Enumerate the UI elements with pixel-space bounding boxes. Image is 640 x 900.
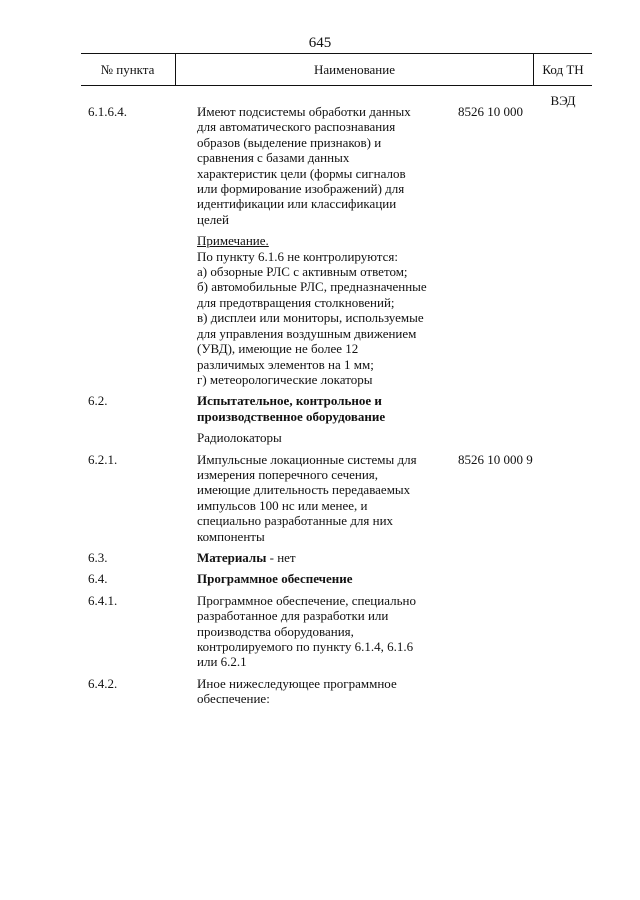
row-text-line: Импульсные локационные системы для <box>197 451 417 467</box>
row-number: 6.4.1. <box>88 592 118 608</box>
note-line: (УВД), имеющие не более 12 <box>197 341 359 357</box>
section-heading: Материалы <box>197 549 267 565</box>
table-row <box>0 393 640 445</box>
row-name <box>197 571 453 586</box>
row-name <box>197 393 453 445</box>
row-text-line: характеристик цели (формы сигналов <box>197 165 406 181</box>
note-line: для управления воздушным движением <box>197 325 417 341</box>
row-number: 6.1.6.4. <box>88 104 127 119</box>
row-text-line: специально разработанные для них <box>197 513 394 529</box>
subsection-label: Радиолокаторы <box>197 430 282 446</box>
row-text-line: компоненты <box>197 528 265 544</box>
row-text-line: обеспечение: <box>197 691 270 707</box>
row-name <box>197 676 453 707</box>
row-text-line: контролируемого по пункту 6.1.4, 6.1.6 <box>197 639 414 654</box>
row-number: 6.4. <box>88 571 108 587</box>
table-row <box>0 452 640 544</box>
header-code: Код ТН ВЭД <box>542 62 584 108</box>
section-heading: Программное обеспечение <box>197 571 353 587</box>
row-text-line: образов (выделение признаков) и <box>197 134 382 150</box>
row-name <box>197 593 453 670</box>
table-body <box>0 104 640 713</box>
note-line: г) метеорологические локаторы <box>197 371 373 387</box>
page-number: 645 <box>308 35 332 51</box>
row-text-line: для автоматического распознавания <box>197 119 396 135</box>
row-text-line: Имеют подсистемы обработки данных <box>197 104 411 119</box>
header-name: Наименование <box>175 54 534 85</box>
row-name <box>197 550 453 565</box>
row-text-line: идентификации или классификации <box>197 196 397 212</box>
row-name <box>197 452 453 544</box>
note-line: б) автомобильные РЛС, предназначенные <box>197 279 427 295</box>
table-row <box>0 593 640 670</box>
row-code: 8526 10 000 <box>458 104 523 119</box>
note-line: различимых элементов на 1 мм; <box>197 356 374 372</box>
table-row <box>0 550 640 565</box>
note-line: для предотвращения столкновений; <box>197 294 395 310</box>
table-row <box>0 104 640 387</box>
row-text-line: Иное нижеследующее программное <box>197 675 397 691</box>
row-text-line: сравнения с базами данных <box>197 150 350 166</box>
note-title: Примечание. <box>197 233 269 249</box>
row-number: 6.4.2. <box>88 675 118 691</box>
row-name <box>197 104 453 387</box>
row-text-line: Программное обеспечение, специально <box>197 592 416 608</box>
row-text-line: или 6.2.1 <box>197 654 247 670</box>
row-number: 6.2. <box>88 393 108 409</box>
row-text-line: имеющие длительность передаваемых <box>197 482 411 498</box>
row-text-line: измерения поперечного сечения, <box>197 466 379 482</box>
section-heading-tail: - нет <box>266 549 296 565</box>
note-line: в) дисплеи или мониторы, используемые <box>197 310 424 326</box>
row-text-line: производства оборудования, <box>197 623 354 639</box>
header-number: № пункта <box>100 62 155 77</box>
note-block <box>197 233 453 387</box>
table-row <box>0 676 640 707</box>
table-header <box>81 53 592 108</box>
note-line: По пункту 6.1.6 не контролируются: <box>197 248 398 264</box>
row-text-line: или формирование изображений) для <box>197 181 405 197</box>
row-text-line: целей <box>197 211 229 227</box>
note-line: а) обзорные РЛС с активным ответом; <box>197 264 408 280</box>
row-code: 8526 10 000 9 <box>458 451 533 467</box>
row-number: 6.2.1. <box>88 451 118 467</box>
section-heading-line: производственное оборудование <box>197 408 386 424</box>
table-row <box>0 571 640 586</box>
row-text-line: разработанное для разработки или <box>197 608 389 624</box>
row-number: 6.3. <box>88 549 108 565</box>
row-text-line: импульсов 100 нс или менее, и <box>197 497 368 513</box>
section-heading-line: Испытательное, контрольное и <box>197 393 382 409</box>
